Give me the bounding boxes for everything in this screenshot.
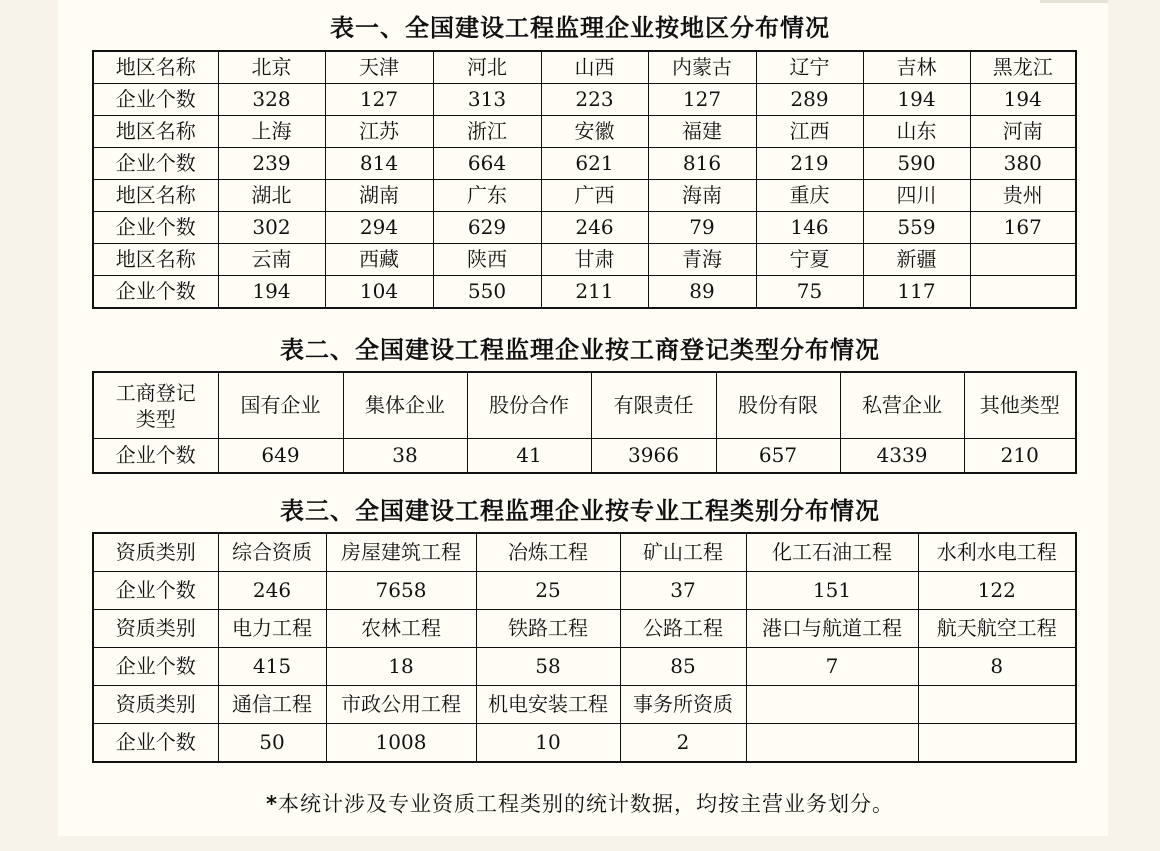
count-cell: 302 (218, 212, 325, 244)
region-cell: 内蒙古 (648, 51, 756, 84)
table-row (93, 276, 1076, 309)
count-cell: 246 (218, 572, 326, 610)
region-cell: 贵州 (970, 180, 1076, 212)
region-cell: 上海 (218, 116, 325, 148)
category-cell: 港口与航道工程 (746, 610, 918, 648)
count-cell: 559 (863, 212, 970, 244)
table-row (93, 648, 1076, 686)
region-cell: 云南 (218, 244, 325, 276)
count-cell: 3966 (591, 439, 716, 474)
category-cell: 房屋建筑工程 (326, 533, 476, 572)
count-cell: 289 (756, 84, 863, 116)
table-row (93, 244, 1076, 276)
region-cell: 西藏 (325, 244, 433, 276)
count-cell: 151 (746, 572, 918, 610)
specialty-category-table (92, 532, 1077, 763)
count-label-cell: 企业个数 (93, 212, 218, 244)
region-cell: 广西 (541, 180, 648, 212)
table-row (93, 439, 1076, 474)
table1-title: 表一、全国建设工程监理企业按地区分布情况 (330, 14, 830, 42)
region-cell: 广东 (433, 180, 541, 212)
count-cell: 649 (218, 439, 343, 474)
region-cell: 河北 (433, 51, 541, 84)
region-cell: 辽宁 (756, 51, 863, 84)
count-cell: 239 (218, 148, 325, 180)
count-cell: 10 (476, 724, 620, 763)
count-cell: 25 (476, 572, 620, 610)
category-cell: 事务所资质 (620, 686, 746, 724)
region-cell: 山西 (541, 51, 648, 84)
type-cell: 股份有限 (716, 372, 840, 439)
type-cell: 有限责任 (591, 372, 716, 439)
category-cell: 铁路工程 (476, 610, 620, 648)
type-label-cell: 工商登记类型 (93, 372, 218, 439)
category-cell: 冶炼工程 (476, 533, 620, 572)
region-cell: 新疆 (863, 244, 970, 276)
table-row (93, 372, 1076, 439)
count-cell: 219 (756, 148, 863, 180)
region-cell: 陕西 (433, 244, 541, 276)
region-cell: 天津 (325, 51, 433, 84)
count-cell: 75 (756, 276, 863, 309)
count-cell: 117 (863, 276, 970, 309)
table-row (93, 212, 1076, 244)
table-row (93, 572, 1076, 610)
count-cell: 38 (343, 439, 467, 474)
category-label-cell: 资质类别 (93, 533, 218, 572)
count-cell: 664 (433, 148, 541, 180)
category-cell (746, 686, 918, 724)
count-cell: 89 (648, 276, 756, 309)
count-cell: 37 (620, 572, 746, 610)
count-cell: 58 (476, 648, 620, 686)
count-cell: 8 (918, 648, 1076, 686)
footnote-mark: * (266, 792, 278, 816)
table-row (93, 533, 1076, 572)
count-label-cell: 企业个数 (93, 148, 218, 180)
table-row (93, 84, 1076, 116)
category-cell: 通信工程 (218, 686, 326, 724)
region-cell: 安徽 (541, 116, 648, 148)
category-cell: 农林工程 (326, 610, 476, 648)
count-cell: 328 (218, 84, 325, 116)
count-cell (970, 276, 1076, 309)
count-cell: 814 (325, 148, 433, 180)
category-label-cell: 资质类别 (93, 610, 218, 648)
category-cell: 综合资质 (218, 533, 326, 572)
count-cell: 550 (433, 276, 541, 309)
registration-type-table (92, 371, 1077, 474)
count-cell: 211 (541, 276, 648, 309)
region-cell: 海南 (648, 180, 756, 212)
count-cell (746, 724, 918, 763)
count-cell: 1008 (326, 724, 476, 763)
category-cell: 矿山工程 (620, 533, 746, 572)
count-label-cell: 企业个数 (93, 84, 218, 116)
count-cell: 2 (620, 724, 746, 763)
table-row (93, 51, 1076, 84)
table-row (93, 686, 1076, 724)
region-cell: 吉林 (863, 51, 970, 84)
region-cell: 湖北 (218, 180, 325, 212)
region-cell: 甘肃 (541, 244, 648, 276)
region-cell: 浙江 (433, 116, 541, 148)
count-cell: 629 (433, 212, 541, 244)
type-cell: 其他类型 (964, 372, 1076, 439)
category-cell: 化工石油工程 (746, 533, 918, 572)
region-cell: 四川 (863, 180, 970, 212)
count-cell: 4339 (840, 439, 964, 474)
count-cell: 294 (325, 212, 433, 244)
type-cell: 股份合作 (467, 372, 591, 439)
region-cell: 江西 (756, 116, 863, 148)
count-cell: 50 (218, 724, 326, 763)
count-label-cell: 企业个数 (93, 648, 218, 686)
region-cell: 黑龙江 (970, 51, 1076, 84)
count-cell: 85 (620, 648, 746, 686)
type-cell: 国有企业 (218, 372, 343, 439)
count-cell: 657 (716, 439, 840, 474)
category-cell: 市政公用工程 (326, 686, 476, 724)
count-cell (918, 724, 1076, 763)
table-row (93, 148, 1076, 180)
count-cell: 127 (325, 84, 433, 116)
category-cell: 电力工程 (218, 610, 326, 648)
region-cell: 福建 (648, 116, 756, 148)
table-row (93, 610, 1076, 648)
count-cell: 816 (648, 148, 756, 180)
region-label-cell: 地区名称 (93, 244, 218, 276)
count-cell: 194 (863, 84, 970, 116)
region-cell: 江苏 (325, 116, 433, 148)
count-label-cell: 企业个数 (93, 439, 218, 474)
count-cell: 415 (218, 648, 326, 686)
table-row (93, 116, 1076, 148)
category-cell (918, 686, 1076, 724)
count-cell: 104 (325, 276, 433, 309)
table3-title: 表三、全国建设工程监理企业按专业工程类别分布情况 (280, 497, 880, 525)
count-label-cell: 企业个数 (93, 276, 218, 309)
category-cell: 机电安装工程 (476, 686, 620, 724)
region-label-cell: 地区名称 (93, 51, 218, 84)
count-cell: 167 (970, 212, 1076, 244)
category-cell: 水利水电工程 (918, 533, 1076, 572)
count-label-cell: 企业个数 (93, 572, 218, 610)
category-cell: 公路工程 (620, 610, 746, 648)
count-cell: 223 (541, 84, 648, 116)
count-cell: 210 (964, 439, 1076, 474)
region-distribution-table (92, 50, 1077, 309)
count-cell: 194 (970, 84, 1076, 116)
count-cell: 18 (326, 648, 476, 686)
region-cell (970, 244, 1076, 276)
table2-title: 表二、全国建设工程监理企业按工商登记类型分布情况 (280, 336, 880, 364)
table-row (93, 180, 1076, 212)
count-cell: 146 (756, 212, 863, 244)
region-label-cell: 地区名称 (93, 180, 218, 212)
count-cell: 590 (863, 148, 970, 180)
region-label-cell: 地区名称 (93, 116, 218, 148)
region-cell: 湖南 (325, 180, 433, 212)
region-cell: 重庆 (756, 180, 863, 212)
count-cell: 246 (541, 212, 648, 244)
count-cell: 7658 (326, 572, 476, 610)
region-cell: 青海 (648, 244, 756, 276)
count-cell: 79 (648, 212, 756, 244)
count-cell: 313 (433, 84, 541, 116)
top-edge-bar (1040, 0, 1108, 3)
category-label-cell: 资质类别 (93, 686, 218, 724)
count-cell: 122 (918, 572, 1076, 610)
count-cell: 127 (648, 84, 756, 116)
count-cell: 194 (218, 276, 325, 309)
count-cell: 41 (467, 439, 591, 474)
category-cell: 航天航空工程 (918, 610, 1076, 648)
type-cell: 集体企业 (343, 372, 467, 439)
count-cell: 7 (746, 648, 918, 686)
footnote (0, 788, 1160, 818)
table-row (93, 724, 1076, 763)
count-cell: 621 (541, 148, 648, 180)
count-label-cell: 企业个数 (93, 724, 218, 763)
region-cell: 宁夏 (756, 244, 863, 276)
type-cell: 私营企业 (840, 372, 964, 439)
count-cell: 380 (970, 148, 1076, 180)
region-cell: 山东 (863, 116, 970, 148)
region-cell: 北京 (218, 51, 325, 84)
region-cell: 河南 (970, 116, 1076, 148)
footnote-text: 本统计涉及专业资质工程类别的统计数据，均按主营业务划分。 (277, 792, 894, 816)
